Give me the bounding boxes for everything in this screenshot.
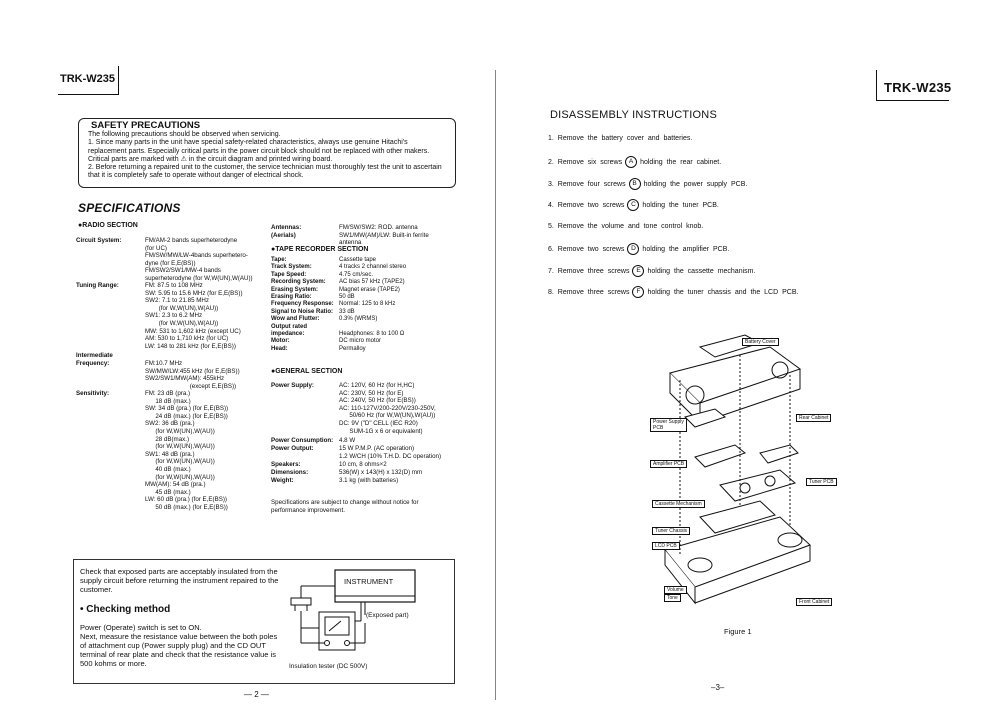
antennas-label: Antennas: (Aerials) <box>271 224 302 239</box>
instrument-label: INSTRUMENT <box>344 577 394 586</box>
screw-marker-b: B <box>629 178 641 190</box>
tape-row: impedance: Headphones: 8 to 100 Ω <box>271 331 405 338</box>
tape-row: Tape: Cassette tape <box>271 257 377 263</box>
tape-row: Recording System: AC bias 57 kHz (TAPE2) <box>271 279 405 286</box>
circuit-system-value: FM/AM-2 bands superheterodyne (for UC) FM/SW/MW/LW-4bands superhetero- dyne (for E,E(BS)) FM/SW2/SW1/MW-4 bands superheterodyne (for W,W(UN),W(AU)) <box>145 237 253 282</box>
model-number-left: TRK-W235 <box>60 73 116 85</box>
insulation-tester-label: Insulation tester (DC 500V) <box>289 663 368 670</box>
if-value: FM:10.7 MHz SW/MW/LW:455 kHz (for E,E(BS)) SW2/SW1/MW(AM): 455kHz (except E,E(BS)) <box>145 360 240 390</box>
tuning-range-value: FM: 87.5 to 108 MHz SW: 5.95 to 15.6 MHz (for E,E(BS)) SW2: 7.1 to 21.85 MHz (for W,W(UN),W(AU)) SW1: 2.3 to 6.2 MHz (for W,W(UN),W(AU)) MW: 531 to 1,602 kHz (except UC) AM: 530 to 1,710 kHz (for UC) LW: 148 to 281 kHz (for E,E(BS)) <box>145 282 243 350</box>
disassembly-step: 3. Remove four screws B holding the power supply PCB. <box>548 178 747 190</box>
power-consumption-value: 4.8 W <box>339 437 356 444</box>
disassembly-step: 2. Remove six screws A holding the rear cabinet. <box>548 156 721 168</box>
tape-row: Motor: DC micro motor <box>271 338 382 345</box>
tape-row: Head: Permalloy <box>271 345 366 352</box>
header-rule-vertical <box>118 66 119 95</box>
radio-section-heading: ●RADIO SECTION <box>78 222 138 229</box>
callout-front-cabinet: Front Cabinet <box>796 598 832 606</box>
callout-battery-cover: Battery Cover <box>742 338 779 346</box>
screw-marker-a: A <box>625 156 637 168</box>
if-label: Intermediate Frequency: <box>76 352 113 367</box>
tape-row: Wow and Flutter: 0.3% (WRMS) <box>271 316 378 323</box>
specifications-title: SPECIFICATIONS <box>78 201 181 215</box>
power-supply-value: AC: 120V, 60 Hz (for H,HC) AC: 230V, 50 Hz (for E) AC: 240V, 50 Hz (for E(BS)) AC: 110-127V/200-220V/230-250V, 50/60 Hz (for W,W(UN),W(AU)) DC: 9V ("D" CELL (IEC R20) SUM-1G x 6 or equivalent) <box>339 382 436 435</box>
tape-spec-list <box>271 257 471 353</box>
disassembly-step: 1. Remove the battery cover and batteries. <box>548 135 693 142</box>
power-output-label: Power Output: <box>271 445 314 452</box>
speakers-value: 10 cm, 8 ohms×2 <box>339 461 387 468</box>
weight-label: Weight: <box>271 477 294 484</box>
dimensions-label: Dimensions: <box>271 469 309 476</box>
exposed-part-label: (Exposed part) <box>366 612 409 619</box>
weight-value: 3.1 kg (with batteries) <box>339 477 399 484</box>
tape-section-heading: ●TAPE RECORDER SECTION <box>271 246 369 253</box>
dimensions-value: 536(W) x 143(H) x 132(D) mm <box>339 469 423 476</box>
disassembly-step: 8. Remove three screws F holding the tuner chassis and the LCD PCB. <box>548 286 798 298</box>
callout-lcd-pcb: LCD PCB <box>652 542 680 550</box>
callout-tuner-pcb: Tuner PCB <box>806 478 837 486</box>
screw-marker-d: D <box>627 243 639 255</box>
tester-meter <box>325 617 349 635</box>
specifications-note: Specifications are subject to change without notice for performance improvement. <box>271 499 419 514</box>
disassembly-title: DISASSEMBLY INSTRUCTIONS <box>550 109 717 121</box>
page-number-left: — 2 — <box>244 690 269 699</box>
callout-volume: Volume <box>664 586 687 594</box>
callout-tuner-chassis: Tuner Chassis <box>652 527 690 535</box>
disassembly-step: 5. Remove the volume and tone control knob. <box>548 223 704 230</box>
page-number-right: –3– <box>711 683 725 692</box>
callout-cassette-mechanism: Cassette Mechanism <box>652 500 705 508</box>
safety-intro: The following precautions should be observed when servicing. <box>88 131 281 138</box>
power-plug <box>291 598 311 605</box>
exploded-view-figure <box>640 325 840 615</box>
amplifier-pcb-part <box>695 445 745 467</box>
tape-row: Tape Speed: 4.75 cm/sec. <box>271 271 374 278</box>
tape-row: Erasing Ratio: 50 dB <box>271 294 355 301</box>
tape-row: Erasing System: Magnet erase (TAPE2) <box>271 286 400 293</box>
tape-row: Output rated <box>271 323 307 330</box>
model-number-right: TRK-W235 <box>884 80 952 95</box>
insulation-check-text: Check that exposed parts are acceptably insulated from the supply circuit before returning the instrument repaired to the customer. <box>80 567 279 594</box>
tuning-range-label: Tuning Range: <box>76 282 119 289</box>
callout-tone: Tone <box>664 594 681 602</box>
antennas-value: FM/SW/SW2: ROD. antenna SW1/MW(AM)/LW: Built-in ferrite antenna <box>339 224 429 247</box>
speakers-label: Speakers: <box>271 461 301 468</box>
tuner-pcb-part <box>760 445 798 463</box>
figure-label: Figure 1 <box>724 627 752 636</box>
tape-row: Track System: 4 tracks 2 channel stereo <box>271 264 407 271</box>
power-consumption-label: Power Consumption: <box>271 437 334 444</box>
screw-marker-c: C <box>627 199 639 211</box>
cassette-mechanism-part <box>720 470 795 501</box>
page-divider <box>495 70 496 700</box>
safety-text <box>88 131 448 181</box>
safety-title: SAFETY PRECAUTIONS <box>88 120 203 131</box>
disassembly-step: 7. Remove three screws E holding the cassette mechanism. <box>548 265 755 277</box>
callout-rear-cabinet: Rear Cabinet <box>796 414 831 422</box>
disassembly-step: 6. Remove two screws D holding the amplifier PCB. <box>548 243 729 255</box>
checking-method-text: Power (Operate) switch is set to ON. Next, measure the resistance value between the both poles of attachment cup (Power supply plug) and the CD OUT terminal of rear plate and check that the resistance value is 500 kohms or more. <box>80 623 278 668</box>
safety-item-2: 2. Before returning a repaired unit to the customer, the service technician must thoroughly test the unit to ascertain that it is completely safe to operate without danger of electrical shock. <box>88 164 442 180</box>
checking-method-heading: • Checking method <box>80 604 171 615</box>
disassembly-step: 4. Remove two screws C holding the tuner PCB. <box>548 199 719 211</box>
tape-row: Frequency Response: Normal: 125 to 8 kHz <box>271 301 396 308</box>
power-output-value: 15 W P.M.P. (AC operation) 1.2 W/CH (10% T.H.D. DC operation) <box>339 445 442 460</box>
header-rule <box>58 94 118 95</box>
sensitivity-label: Sensitivity: <box>76 390 110 397</box>
instrument-box <box>335 570 415 602</box>
tape-row: Signal to Noise Ratio: 33 dB <box>271 308 355 315</box>
sensitivity-value: FM: 23 dB (pra.) 18 dB (max.) SW: 34 dB (pra.) (for E,E(BS)) 24 dB (max.) (for E,E(BS)) SW2: 36 dB (pra.) (for W,W(UN),W(AU)) 28 dB(max.) (for W,W(UN),W(AU)) SW1: 48 dB (pra.) (for W,W(UN),W(AU)) 40 dB (max.) (for W,W(UN),W(AU)) MW(AM): 54 dB (pra.) 45 dB (max.) LW: 60 dB (pra.) (for E,E(BS)) 50 dB (max.) (for E,E(BS)) <box>145 390 229 511</box>
power-supply-label: Power Supply: <box>271 382 314 389</box>
safety-item-1: 1. Since many parts in the unit have special safety-related characteristics, always use genuine Hitachi's replacement parts. Especially critical parts in the power circuit block should not be replaced with other makers. Critical parts are marked with ⚠ in the circuit diagram and printed wiring board. <box>88 139 430 163</box>
screw-marker-e: E <box>632 265 644 277</box>
screw-marker-f: F <box>632 286 644 298</box>
general-section-heading: ●GENERAL SECTION <box>271 368 343 375</box>
circuit-system-label: Circuit System: <box>76 237 122 244</box>
callout-amplifier-pcb: Amplifier PCB <box>650 460 687 468</box>
callout-power-supply-pcb: Power Supply PCB <box>650 418 687 432</box>
